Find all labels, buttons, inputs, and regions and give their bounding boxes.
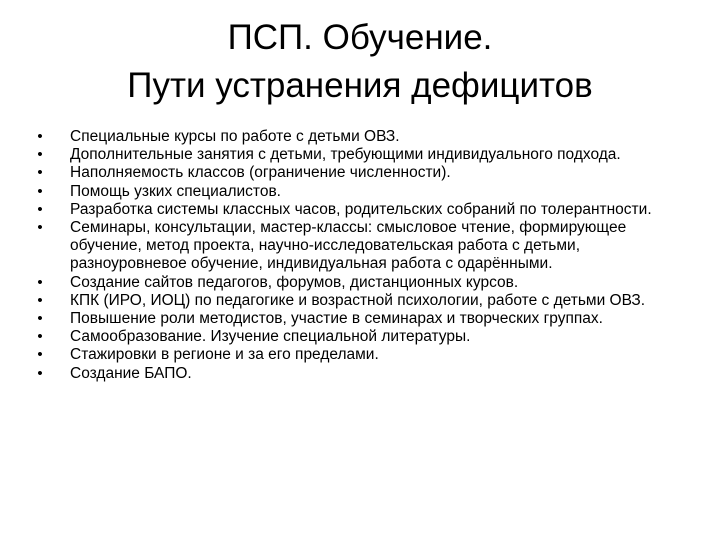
list-item-text: Создание БАПО. bbox=[70, 364, 192, 382]
list-item-text: Специальные курсы по работе с детьми ОВЗ. bbox=[70, 128, 400, 145]
list-item bbox=[0, 365, 720, 383]
bullet-icon: • bbox=[37, 182, 43, 200]
title-line-1: ПСП. Обучение. bbox=[227, 18, 493, 57]
bullet-list bbox=[0, 128, 720, 383]
bullet-icon: • bbox=[37, 128, 43, 145]
list-item-text: Семинары, консультации, мастер-классы: смысловое чтение, формирующее обучение, метод проекта, научно-исследовательская работа с детьми, разноуровневое обучение, индивидуальная работа с одарёнными. bbox=[70, 219, 627, 273]
list-item bbox=[0, 292, 720, 310]
list-item-text: Разработка системы классных часов, родительских собраний по толерантности. bbox=[70, 200, 652, 218]
list-item bbox=[0, 310, 720, 328]
list-item bbox=[0, 328, 720, 346]
bullet-icon: • bbox=[37, 146, 43, 164]
bullet-icon: • bbox=[37, 346, 43, 364]
bullet-icon: • bbox=[37, 291, 43, 309]
bullet-icon: • bbox=[37, 200, 43, 218]
list-item bbox=[0, 201, 720, 219]
bullet-icon: • bbox=[37, 364, 43, 382]
slide-title bbox=[0, 14, 720, 110]
bullet-icon: • bbox=[37, 273, 43, 291]
list-item bbox=[0, 346, 720, 364]
list-item-text: Дополнительные занятия с детьми, требующими индивидуального подхода. bbox=[70, 146, 621, 164]
bullet-icon: • bbox=[37, 219, 43, 237]
bullet-icon: • bbox=[37, 164, 43, 182]
list-item bbox=[0, 183, 720, 201]
list-item bbox=[0, 146, 720, 164]
list-item-text: Создание сайтов педагогов, форумов, дистанционных курсов. bbox=[70, 273, 519, 291]
list-item-text: Стажировки в регионе и за его пределами. bbox=[70, 346, 379, 364]
list-item bbox=[0, 164, 720, 182]
list-item bbox=[0, 274, 720, 292]
list-item-text: Помощь узких специалистов. bbox=[70, 182, 281, 200]
list-item bbox=[0, 128, 720, 146]
list-item bbox=[0, 219, 720, 274]
list-item-text: Самообразование. Изучение специальной литературы. bbox=[70, 328, 471, 346]
list-item-text: Повышение роли методистов, участие в семинарах и творческих группах. bbox=[70, 310, 603, 328]
bullet-icon: • bbox=[37, 310, 43, 328]
list-item-text: КПК (ИРО, ИОЦ) по педагогике и возрастной психологии, работе с детьми ОВЗ. bbox=[70, 291, 646, 309]
bullet-icon: • bbox=[37, 328, 43, 346]
title-line-2: Пути устранения дефицитов bbox=[127, 66, 593, 105]
list-item-text: Наполняемость классов (ограничение численности). bbox=[70, 164, 451, 182]
